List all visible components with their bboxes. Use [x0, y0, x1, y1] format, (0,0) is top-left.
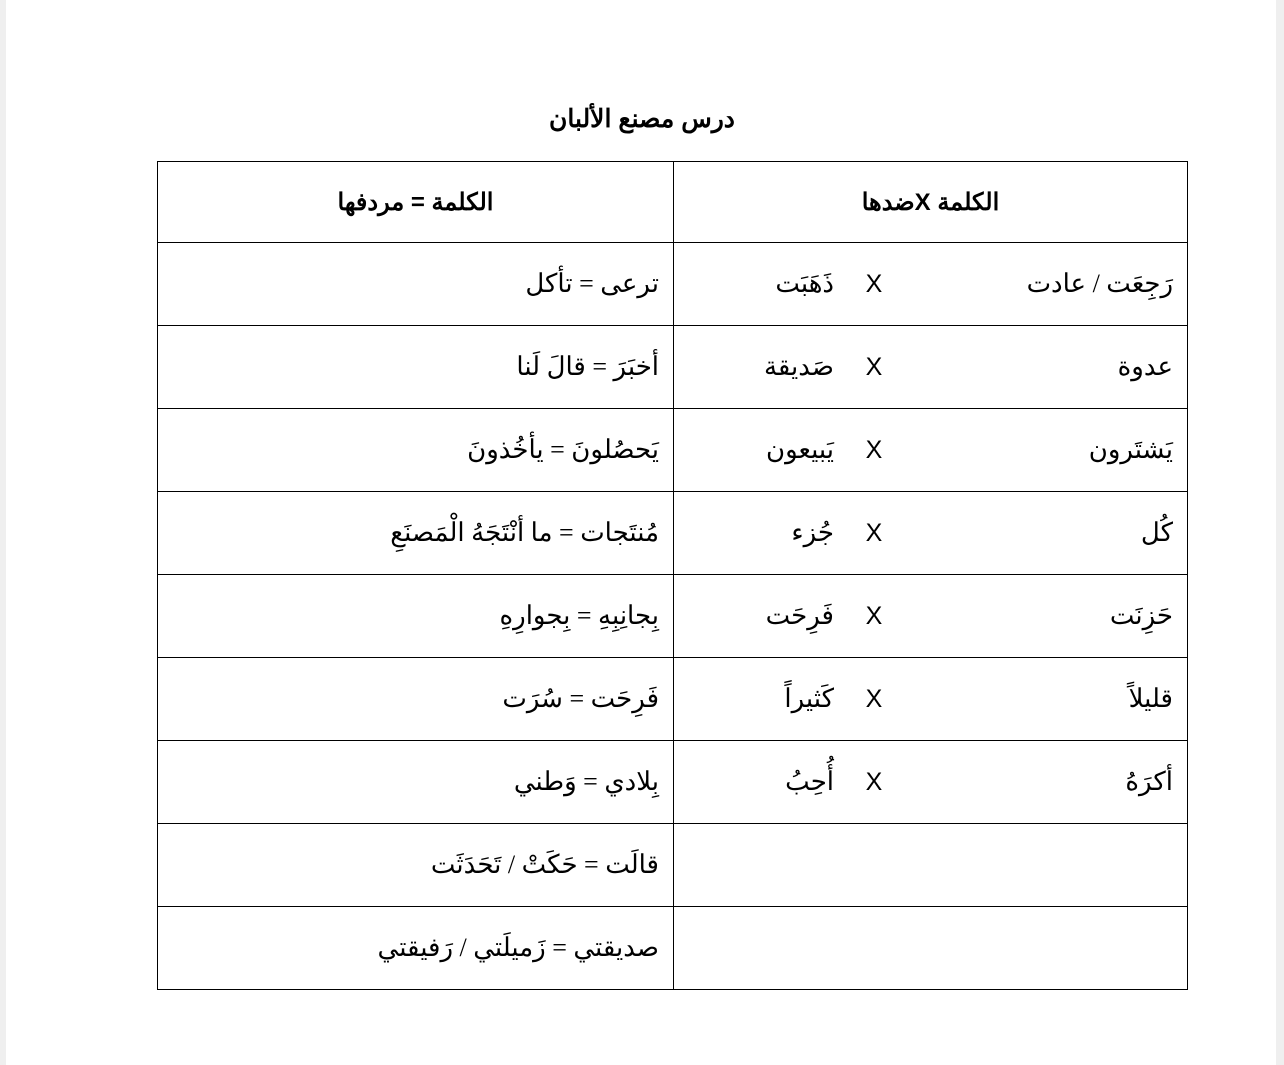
synonym-text: صديقتي = زَميلَتي / رَفيقتي — [377, 932, 659, 962]
antonym-separator: X — [865, 435, 883, 464]
table-row — [158, 243, 1188, 326]
synonym-cell — [158, 741, 674, 824]
antonym-cell — [674, 326, 1188, 409]
synonym-cell — [158, 658, 674, 741]
synonym-cell — [158, 824, 674, 907]
antonym-cell-empty — [674, 824, 1188, 907]
antonym-word: فَرِحَت — [765, 601, 834, 630]
antonym-cell — [674, 409, 1188, 492]
antonym-cell — [674, 492, 1188, 575]
antonym-opposite: حَزِنَت — [1109, 601, 1173, 630]
antonym-word: جُزء — [791, 518, 834, 547]
synonym-text: مُنتَجات = ما أنْتَجَهُ الْمَصنَعِ — [390, 517, 659, 547]
table-row — [158, 326, 1188, 409]
antonym-separator: X — [865, 269, 883, 298]
table-row — [158, 741, 1188, 824]
antonym-opposite: قليلاً — [1128, 684, 1173, 713]
antonym-cell — [674, 575, 1188, 658]
antonym-word: كَثيراً — [784, 684, 834, 713]
page-title: درس مصنع الألبان — [549, 105, 735, 133]
table-header-row — [158, 162, 1188, 243]
synonym-text: قالَت = حَكَتْ / تَحَدَثَت — [430, 849, 659, 879]
antonym-separator: X — [865, 767, 883, 796]
antonym-word: ذَهَبَت — [775, 269, 834, 298]
synonym-text: يَحصُلونَ = يأخُذونَ — [467, 434, 659, 464]
table-row — [158, 658, 1188, 741]
antonym-cell — [674, 741, 1188, 824]
table-row — [158, 409, 1188, 492]
synonym-text: بِلادي = وَطني — [513, 766, 659, 796]
table-row — [158, 907, 1188, 990]
column-header-antonym: الكلمة Xضدها — [674, 162, 1188, 243]
column-header-synonym: الكلمة = مردفها — [158, 162, 674, 243]
antonym-opposite: كُل — [1140, 518, 1173, 547]
table-row — [158, 492, 1188, 575]
page-left-margin — [0, 0, 6, 1065]
synonym-cell — [158, 243, 674, 326]
antonym-separator: X — [865, 601, 883, 630]
synonym-cell — [158, 409, 674, 492]
antonym-separator: X — [865, 352, 883, 381]
antonym-word: أُحِبُ — [785, 767, 834, 796]
antonym-word: صَديقة — [763, 352, 834, 381]
synonym-cell — [158, 907, 674, 990]
antonym-separator: X — [865, 684, 883, 713]
synonym-text: أخبَرَ = قالَ لَنا — [516, 351, 659, 381]
antonym-cell — [674, 658, 1188, 741]
antonym-opposite: رَجِعَت / عادت — [1026, 269, 1173, 298]
antonym-cell-empty — [674, 907, 1188, 990]
synonym-text: بِجانِبِهِ = بِجوارِهِ — [499, 600, 659, 630]
antonym-opposite: أكرَهُ — [1125, 767, 1173, 796]
synonym-cell — [158, 326, 674, 409]
synonym-text: ترعى = تأكل — [525, 268, 659, 298]
antonym-opposite: عدوة — [1117, 352, 1173, 381]
table-row — [158, 824, 1188, 907]
synonym-cell — [158, 492, 674, 575]
antonym-separator: X — [865, 518, 883, 547]
synonym-text: فَرِحَت = سُرَت — [502, 683, 659, 713]
antonym-cell — [674, 243, 1188, 326]
vocabulary-table — [157, 161, 1188, 990]
antonym-opposite: يَشتَرون — [1088, 435, 1173, 464]
page-right-margin — [1276, 0, 1284, 1065]
table-row — [158, 575, 1188, 658]
synonym-cell — [158, 575, 674, 658]
antonym-word: يَبيعون — [766, 435, 834, 464]
